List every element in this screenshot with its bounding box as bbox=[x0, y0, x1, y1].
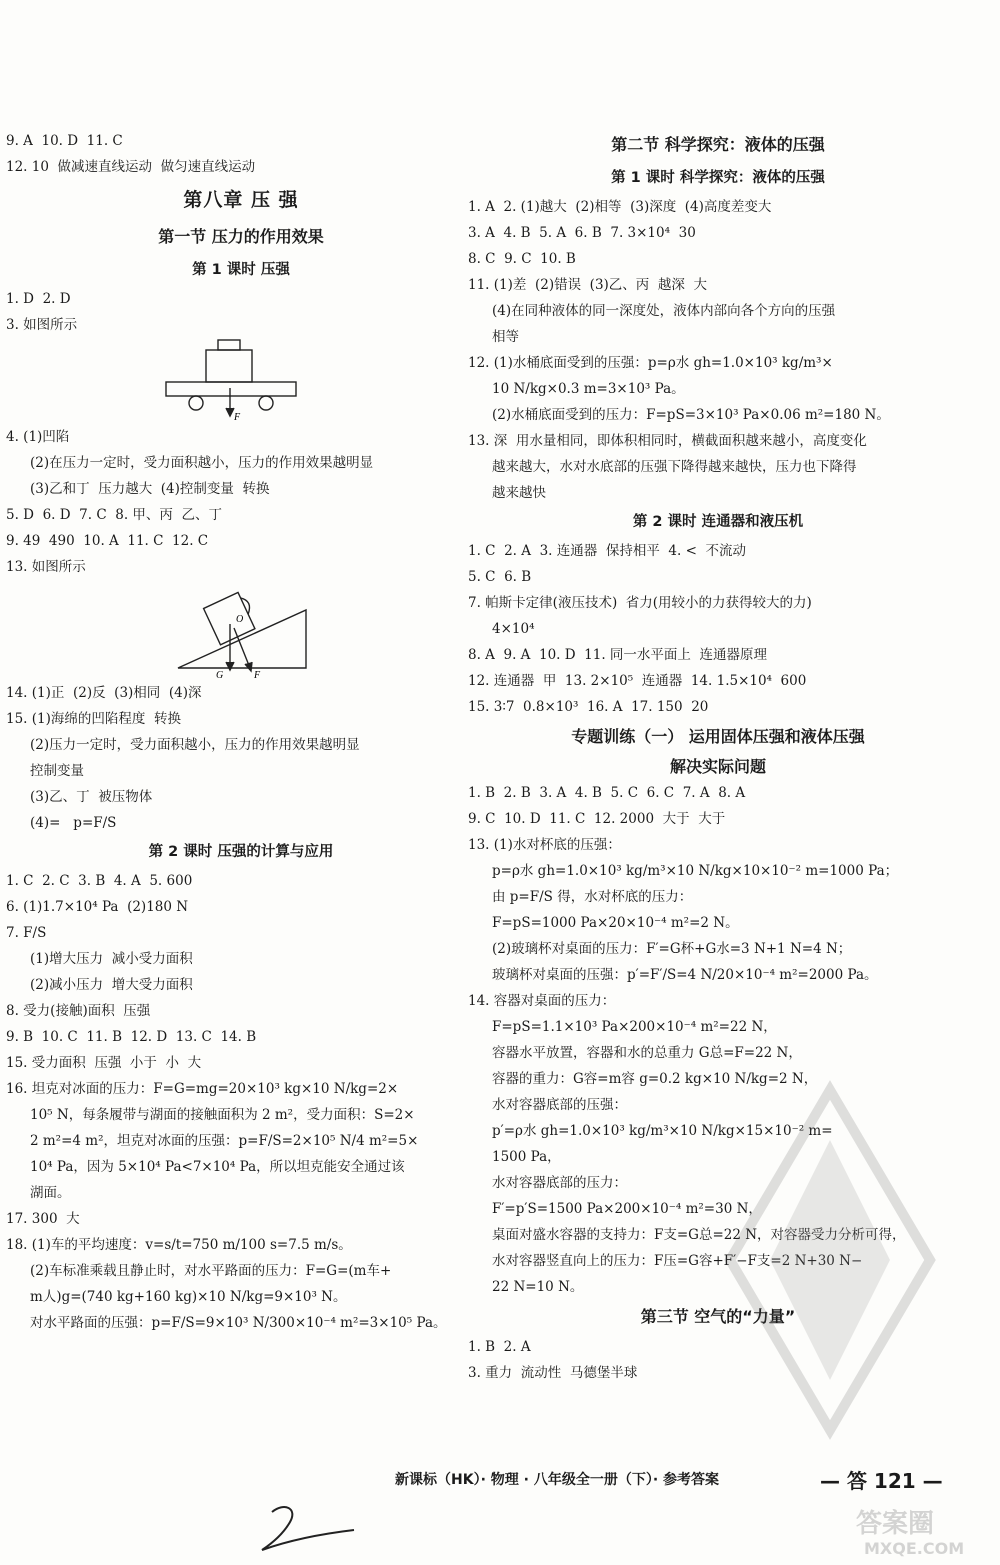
answer-line: 9. 49 490 10. A 11. C 12. C bbox=[6, 533, 209, 549]
answer-line: (4)= p=F/S bbox=[30, 815, 117, 831]
fig2-label-f: F bbox=[254, 670, 261, 680]
answer-line: 10⁴ Pa，因为 5×10⁴ Pa<7×10⁴ Pa，所以坦克能安全通过该 bbox=[30, 1159, 405, 1175]
answer-line: 水对容器底部的压强： bbox=[492, 1097, 627, 1113]
svg-text:答案圈: 答案圈 bbox=[856, 1509, 935, 1539]
force-diagram-figure bbox=[6, 338, 476, 424]
answer-line: m人)g=(740 kg+160 kg)×10 N/kg=9×10³ N。 bbox=[30, 1289, 347, 1305]
answer-line: p=ρ水 gh=1.0×10³ kg/m³×10 N/kg×10×10⁻² m=1000 Pa； bbox=[492, 863, 899, 879]
weight-block bbox=[206, 350, 252, 382]
incline-diagram-figure bbox=[6, 580, 476, 680]
section-title: 第二节 科学探究：液体的压强 bbox=[611, 135, 825, 154]
lesson-title: 第 1 课时 压强 bbox=[192, 262, 290, 278]
answer-line: 13. (1)水对杯底的压强： bbox=[468, 837, 621, 853]
answer-line: 15. 3∶7 0.8×10³ 16. A 17. 150 20 bbox=[468, 699, 709, 715]
answer-line: 越来越大，水对水底部的压强下降得越来越快，压力也下降得 bbox=[492, 459, 857, 475]
special-training-title: 专题训练（一） 运用固体压强和液体压强 bbox=[571, 727, 865, 746]
left-column bbox=[6, 128, 476, 1336]
answer-line: 17. 300 大 bbox=[6, 1211, 80, 1227]
answer-line: p′=ρ水 gh=1.0×10³ kg/m³×10 N/kg×15×10⁻² m= bbox=[492, 1123, 833, 1139]
answer-line: 4. (1)凹陷 bbox=[6, 429, 70, 445]
answer-line: 1. D 2. D bbox=[6, 291, 71, 307]
section-title: 第一节 压力的作用效果 bbox=[158, 227, 324, 246]
answer-line: 2 m²=4 m²，坦克对冰面的压强：p=F/S=2×10⁵ N/4 m²=5× bbox=[30, 1133, 419, 1149]
watermark-url: MXQE.COM bbox=[864, 1539, 965, 1558]
answer-line: 7. F/S bbox=[6, 925, 47, 941]
answer-line: 9. A 10. D 11. C bbox=[6, 133, 123, 149]
answer-line: 18. (1)车的平均速度：v=s/t=750 m/100 s=7.5 m/s。 bbox=[6, 1237, 352, 1253]
answer-line: 14. (1)正 (2)反 (3)相同 (4)深 bbox=[6, 685, 202, 701]
footer-book-title: 新课标（HK）· 物理 · 八年级全一册（下）· 参考答案 bbox=[395, 1472, 720, 1488]
answer-line: 6. (1)1.7×10⁴ Pa (2)180 N bbox=[6, 899, 189, 915]
arrow-head bbox=[226, 408, 234, 416]
answer-line: 16. 坦克对冰面的压力：F=G=mg=20×10³ kg×10 N/kg=2× bbox=[6, 1081, 399, 1097]
answer-line: 容器水平放置，容器和水的总重力 G总=F=22 N， bbox=[492, 1045, 802, 1061]
section-title: 第三节 空气的“力量” bbox=[640, 1307, 796, 1326]
answer-line: 1500 Pa， bbox=[492, 1149, 561, 1165]
answer-line: 10⁵ N，每条履带与湖面的接触面积为 2 m²，受力面积：S=2× bbox=[30, 1107, 415, 1123]
answer-line: 玻璃杯对桌面的压强：p′=F′/S=4 N/20×10⁻⁴ m²=2000 Pa。 bbox=[492, 967, 878, 983]
answer-line: 容器的重力：G容=m容 g=0.2 kg×10 N/kg=2 N， bbox=[492, 1071, 818, 1087]
page-number: — 答 121 — bbox=[820, 1469, 943, 1493]
answer-line: 15. 受力面积 压强 小于 小 大 bbox=[6, 1055, 202, 1071]
answer-line: 1. B 2. B 3. A 4. B 5. C 6. C 7. A 8. A bbox=[468, 785, 746, 801]
answer-line: 桌面对盛水容器的支持力：F支=G总=22 N，对容器受力分析可得， bbox=[492, 1227, 906, 1243]
weight-knob bbox=[218, 340, 240, 350]
answer-line: 3. 重力 流动性 马德堡半球 bbox=[468, 1365, 638, 1381]
answer-line: 8. 受力(接触)面积 压强 bbox=[6, 1003, 151, 1019]
handwritten-mark bbox=[250, 1500, 360, 1555]
site-watermark-logo bbox=[850, 1500, 990, 1560]
answer-line: 越来越快 bbox=[492, 485, 546, 501]
answer-line: 9. B 10. C 11. B 12. D 13. C 14. B bbox=[6, 1029, 257, 1045]
answer-line: 相等 bbox=[492, 329, 519, 345]
lesson-title: 第 1 课时 科学探究：液体的压强 bbox=[611, 170, 825, 186]
answer-line: 1. C 2. C 3. B 4. A 5. 600 bbox=[6, 873, 193, 889]
answer-line: 8. C 9. C 10. B bbox=[468, 251, 576, 267]
answer-line: (4)在同种液体的同一深度处，液体内部向各个方向的压强 bbox=[492, 303, 836, 319]
lesson-title: 第 2 课时 压强的计算与应用 bbox=[148, 844, 334, 860]
answer-line: 5. D 6. D 7. C 8. 甲、丙 乙、丁 bbox=[6, 507, 222, 523]
answer-line: 1. A 2. (1)越大 (2)相等 (3)深度 (4)高度差变大 bbox=[468, 199, 772, 215]
answer-line: 8. A 9. A 10. D 11. 同一水平面上 连通器原理 bbox=[468, 647, 768, 663]
fig2-label-g: G bbox=[216, 670, 224, 680]
answer-line: 1. C 2. A 3. 连通器 保持相平 4. < 不流动 bbox=[468, 543, 746, 559]
answer-line: 10 N/kg×0.3 m=3×10³ Pa。 bbox=[492, 381, 685, 397]
answer-line: 5. C 6. B bbox=[468, 569, 532, 585]
chapter-title: 第八章 压 强 bbox=[183, 189, 299, 211]
answer-line: 由 p=F/S 得，水对杯底的压力： bbox=[492, 889, 693, 905]
answer-line: (2)压力一定时，受力面积越小，压力的作用效果越明显 bbox=[30, 737, 360, 753]
answer-line: 12. (1)水桶底面受到的压强：p=ρ水 gh=1.0×10³ kg/m³× bbox=[468, 355, 833, 371]
answer-line: 14. 容器对桌面的压力： bbox=[468, 993, 616, 1009]
answer-line: 9. C 10. D 11. C 12. 2000 大于 大于 bbox=[468, 811, 726, 827]
answer-line: (2)水桶底面受到的压力：F=pS=3×10³ Pa×0.06 m²=180 N。 bbox=[492, 407, 890, 423]
fig1-label: F bbox=[234, 412, 241, 423]
lesson-title: 第 2 课时 连通器和液压机 bbox=[632, 514, 804, 530]
answer-line: (2)在压力一定时，受力面积越小，压力的作用效果越明显 bbox=[30, 455, 374, 471]
answer-line: 水对容器竖直向上的压力：F压=G容+F′−F支=2 N+30 N− bbox=[492, 1253, 863, 1269]
answer-line: 12. 10 做减速直线运动 做匀速直线运动 bbox=[6, 159, 256, 175]
answer-line: (2)车标准乘载且静止时，对水平路面的压力：F=G=(m车+ bbox=[30, 1263, 392, 1279]
answer-line: 3. A 4. B 5. A 6. B 7. 3×10⁴ 30 bbox=[468, 225, 696, 241]
answer-line: F=pS=1000 Pa×20×10⁻⁴ m²=2 N。 bbox=[492, 915, 739, 931]
answer-line: 湖面。 bbox=[30, 1185, 71, 1201]
answer-line: (2)减小压力 增大受力面积 bbox=[30, 977, 193, 993]
answer-line: 7. 帕斯卡定律(液压技术) 省力(用较小的力获得较大的力) bbox=[468, 595, 812, 611]
fig2-label-o: O bbox=[236, 614, 244, 625]
answer-line: 15. (1)海绵的凹陷程度 转换 bbox=[6, 711, 181, 727]
answer-line: (2)玻璃杯对桌面的压力：F′=G杯+G水=3 N+1 N=4 N； bbox=[492, 941, 852, 957]
stamp-watermark bbox=[720, 1080, 940, 1440]
answer-line: 22 N=10 N。 bbox=[492, 1279, 584, 1295]
page-footer bbox=[0, 1465, 1000, 1495]
answer-line: (1)增大压力 减小受力面积 bbox=[30, 951, 193, 967]
answer-line: 1. B 2. A bbox=[468, 1339, 531, 1355]
answer-line: 13. 如图所示 bbox=[6, 559, 86, 575]
answer-line: 4×10⁴ bbox=[492, 621, 535, 637]
answer-line: 3. 如图所示 bbox=[6, 317, 78, 333]
answer-line: F′=p′S=1500 Pa×200×10⁻⁴ m²=30 N， bbox=[492, 1201, 762, 1217]
answer-line: (3)乙、丁 被压物体 bbox=[30, 789, 153, 805]
board bbox=[166, 382, 296, 396]
answer-line: 控制变量 bbox=[30, 763, 84, 779]
answer-line: F=pS=1.1×10³ Pa×200×10⁻⁴ m²=22 N， bbox=[492, 1019, 777, 1035]
wheel-left bbox=[189, 396, 203, 410]
answer-line: 12. 连通器 甲 13. 2×10⁵ 连通器 14. 1.5×10⁴ 600 bbox=[468, 673, 807, 689]
wheel-right bbox=[259, 396, 273, 410]
answer-line: 13. 深 用水量相同，即体积相同时，横截面积越来越小，高度变化 bbox=[468, 433, 867, 449]
answer-line: (3)乙和丁 压力越大 (4)控制变量 转换 bbox=[30, 481, 270, 497]
special-training-subtitle: 解决实际问题 bbox=[669, 757, 766, 776]
answer-line: 对水平路面的压强：p=F/S=9×10³ N/300×10⁻⁴ m²=3×10⁵ Pa。 bbox=[30, 1315, 447, 1331]
answer-line: 11. (1)差 (2)错误 (3)乙、丙 越深 大 bbox=[468, 277, 707, 293]
answer-line: 水对容器底部的压力： bbox=[492, 1175, 627, 1191]
